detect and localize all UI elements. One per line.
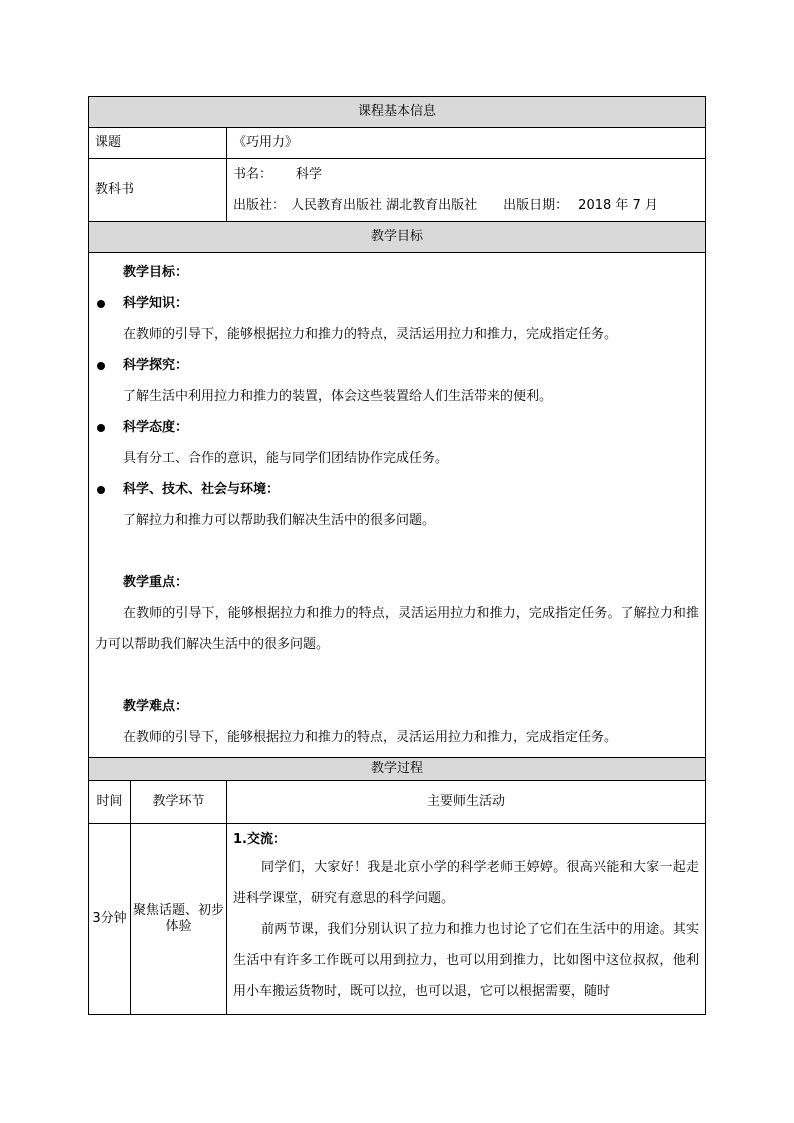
col-activity-header: 主要师生活动: [227, 781, 706, 824]
bullet-icon: [97, 486, 105, 494]
goal-item-text: 了解生活中利用拉力和推力的装置，体会这些装置给人们生活带来的便利。: [123, 389, 553, 404]
goals-header: 教学目标: [89, 222, 706, 253]
process-activity: [227, 824, 706, 1015]
publisher-label: 出版社：: [233, 198, 286, 213]
topic-label: 课题: [89, 128, 227, 159]
pub-date-value: 2018 年 7 月: [578, 198, 658, 213]
goal-item-title: 科学、技术、社会与环境：: [95, 474, 699, 505]
goals-content: [89, 253, 706, 758]
bullet-icon: [97, 362, 105, 370]
goal-item-text: 在教师的引导下，能够根据拉力和推力的特点，灵活运用拉力和推力，完成指定任务。: [123, 327, 618, 342]
publisher-line: [233, 190, 705, 221]
textbook-details: [227, 159, 706, 222]
goal-item-title: 科学态度：: [95, 412, 699, 443]
goal-item-text: 具有分工、合作的意识，能与同学们团结协作完成任务。: [123, 451, 449, 466]
key-point-title: 教学重点：: [123, 575, 189, 590]
book-name-label: 书名：: [233, 167, 273, 182]
process-header: 教学过程: [89, 758, 706, 781]
goal-item-text: 了解拉力和推力可以帮助我们解决生活中的很多问题。: [123, 513, 436, 528]
bullet-icon: [97, 424, 105, 432]
difficulty-text: 在教师的引导下，能够根据拉力和推力的特点，灵活运用拉力和推力，完成指定任务。: [123, 730, 618, 745]
publisher-value: 人民教育出版社 湖北教育出版社: [291, 198, 478, 213]
book-name-value: 科学: [296, 167, 323, 182]
goals-section-title: 教学目标：: [123, 265, 189, 280]
goal-item-title: 科学探究：: [95, 350, 699, 381]
activity-paragraph: 同学们，大家好！我是北京小学的科学老师王婷婷。很高兴能和大家一起走进科学课堂，研究有意思的科学问题。: [233, 860, 700, 906]
basic-info-header: 课程基本信息: [89, 97, 706, 128]
goal-item-title: 科学知识：: [95, 288, 699, 319]
pub-date-label: 出版日期：: [503, 198, 569, 213]
textbook-label: 教科书: [89, 159, 227, 222]
key-point-text: 在教师的引导下，能够根据拉力和推力的特点，灵活运用拉力和推力，完成指定任务。了解拉力和推力可以帮助我们解决生活中的很多问题。: [95, 606, 700, 652]
bullet-icon: [97, 300, 105, 308]
lesson-plan-table: [88, 96, 706, 1015]
difficulty-title: 教学难点：: [123, 699, 189, 714]
activity-title: 1.交流：: [233, 832, 286, 847]
process-stage: 聚焦话题、初步体验: [131, 824, 227, 1015]
process-time: 3分钟: [89, 824, 131, 1015]
activity-paragraph: 前两节课，我们分别认识了拉力和推力也讨论了它们在生活中的用途。其实生活中有许多工作既可以用到拉力，也可以用到推力，比如图中这位叔叔，他利用小车搬运货物时，既可以拉，也可以退，它可以根据需要，随时: [233, 922, 700, 999]
topic-value: 《巧用力》: [227, 128, 706, 159]
book-name-line: [233, 159, 705, 190]
col-time-header: 时间: [89, 781, 131, 824]
col-stage-header: 教学环节: [131, 781, 227, 824]
